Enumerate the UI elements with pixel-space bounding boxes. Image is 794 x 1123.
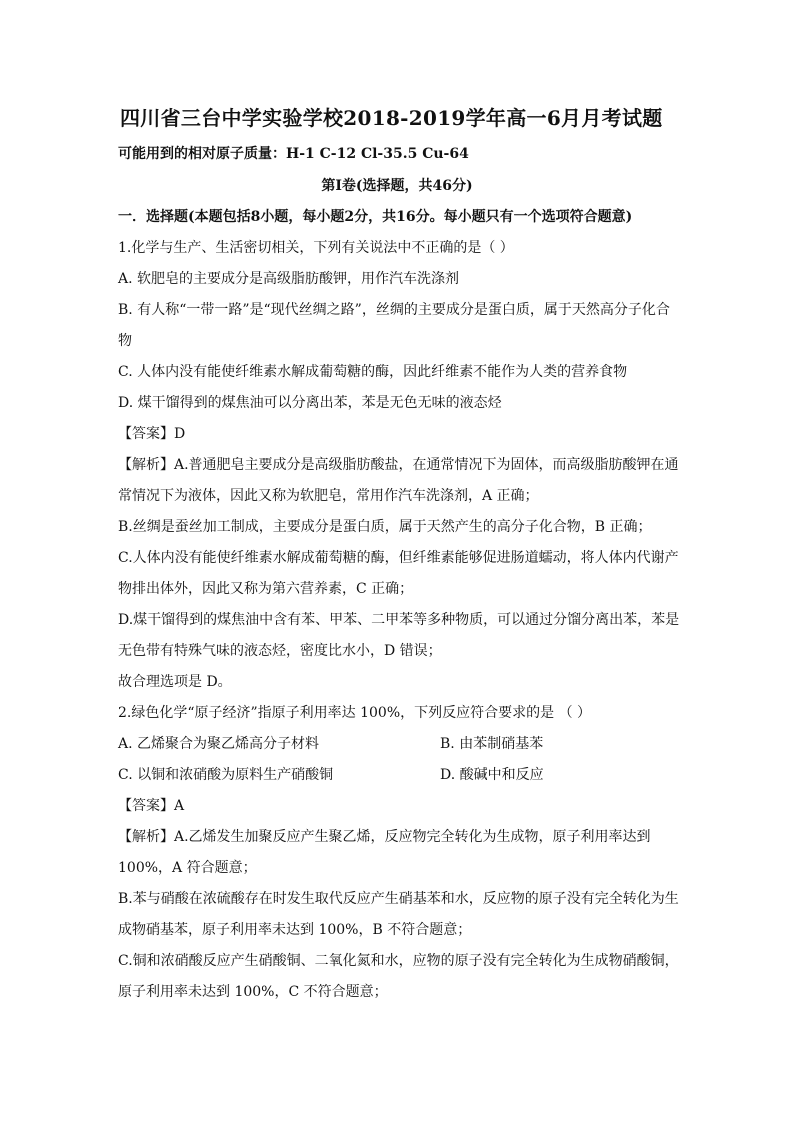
question-1-explanation: B.丝绸是蚕丝加工制成，主要成分是蛋白质，属于天然产生的高分子化合物，B 正确； xyxy=(118,519,652,535)
question-1-option-b: B. 有人称“一带一路”是“现代丝绸之路”，丝绸的主要成分是蛋白质，属于天然高分子化合 xyxy=(118,302,670,318)
question-1-option-d: D. 煤干馏得到的煤焦油可以分离出苯，苯是无色无味的液态烃 xyxy=(118,395,502,411)
question-2-explanation: 100%，A 符合题意； xyxy=(118,860,257,876)
question-1-explanation: 无色带有特殊气味的液态烃，密度比水小，D 错误； xyxy=(118,643,442,659)
page-title: 四川省三台中学实验学校2018-2019学年高一6月月考试题 xyxy=(120,106,663,130)
question-1-explanation: 【解析】A.普通肥皂主要成分是高级脂肪酸盐，在通常情况下为固体，而高级脂肪酸钾在通 xyxy=(118,457,679,473)
question-1-explanation: 常情况下为液体，因此又称为软肥皂，常用作汽车洗涤剂，A 正确； xyxy=(118,488,539,504)
question-1-explanation: D.煤干馏得到的煤焦油中含有苯、甲苯、二甲苯等多种物质，可以通过分馏分离出苯，苯是 xyxy=(118,612,680,628)
question-1-option-a: A. 软肥皂的主要成分是高级脂肪酸钾，用作汽车洗涤剂 xyxy=(118,271,460,287)
question-2-explanation: 成物硝基苯，原子利用率未达到 100%，B 不符合题意； xyxy=(118,922,472,938)
question-2-option-b-wrap xyxy=(440,734,543,754)
question-2-option-b: B. 由苯制硝基苯 xyxy=(440,736,544,752)
question-2-option-d-wrap xyxy=(440,765,544,785)
volume-heading: 第Ⅰ卷(选择题，共46分) xyxy=(321,178,473,194)
question-1-stem: 1.化学与生产、生活密切相关，下列有关说法中不正确的是（ ） xyxy=(118,240,514,256)
question-2-option-row-1 xyxy=(118,734,319,754)
question-2-explanation: 原子利用率未达到 100%，C 不符合题意； xyxy=(118,984,388,1000)
question-1-conclusion: 故合理选项是 D。 xyxy=(118,674,232,690)
question-2-explanation: C.铜和浓硝酸反应产生硝酸铜、二氧化氮和水，应物的原子没有完全转化为生成物硝酸铜， xyxy=(118,953,679,969)
question-2-option-a: A. 乙烯聚合为聚乙烯高分子材料 xyxy=(118,736,320,752)
question-1-explanation: 物排出体外，因此又称为第六营养素，C 正确； xyxy=(118,581,414,597)
question-2-explanation: 【解析】A.乙烯发生加聚反应产生聚乙烯，反应物完全转化为生成物，原子利用率达到 xyxy=(118,829,651,845)
question-1-option-b-continued: 物 xyxy=(118,333,132,349)
question-2-stem: 2.绿色化学“原子经济”指原子利用率达 100%，下列反应符合要求的是 （ ） xyxy=(118,705,592,721)
question-2-option-d: D. 酸碱中和反应 xyxy=(440,767,544,783)
question-1-explanation: C.人体内没有能使纤维素水解成葡萄糖的酶，但纤维素能够促进肠道蠕动，将人体内代谢产 xyxy=(118,550,679,566)
question-2-option-c: C. 以铜和浓硝酸为原料生产硝酸铜 xyxy=(118,767,334,783)
question-1-answer: 【答案】D xyxy=(118,426,186,442)
question-2-explanation: B.苯与硝酸在浓硫酸存在时发生取代反应产生硝基苯和水，反应物的原子没有完全转化为生 xyxy=(118,891,679,907)
atomic-mass-line: 可能用到的相对原子质量：H-1 C-12 Cl-35.5 Cu-64 xyxy=(118,146,469,162)
question-2-option-row-2 xyxy=(118,765,333,785)
section-heading: 一．选择题(本题包括8小题，每小题2分，共16分。每小题只有一个选项符合题意) xyxy=(118,209,633,225)
question-2-answer: 【答案】A xyxy=(118,798,185,814)
question-1-option-c: C. 人体内没有能使纤维素水解成葡萄糖的酶，因此纤维素不能作为人类的营养食物 xyxy=(118,364,628,380)
